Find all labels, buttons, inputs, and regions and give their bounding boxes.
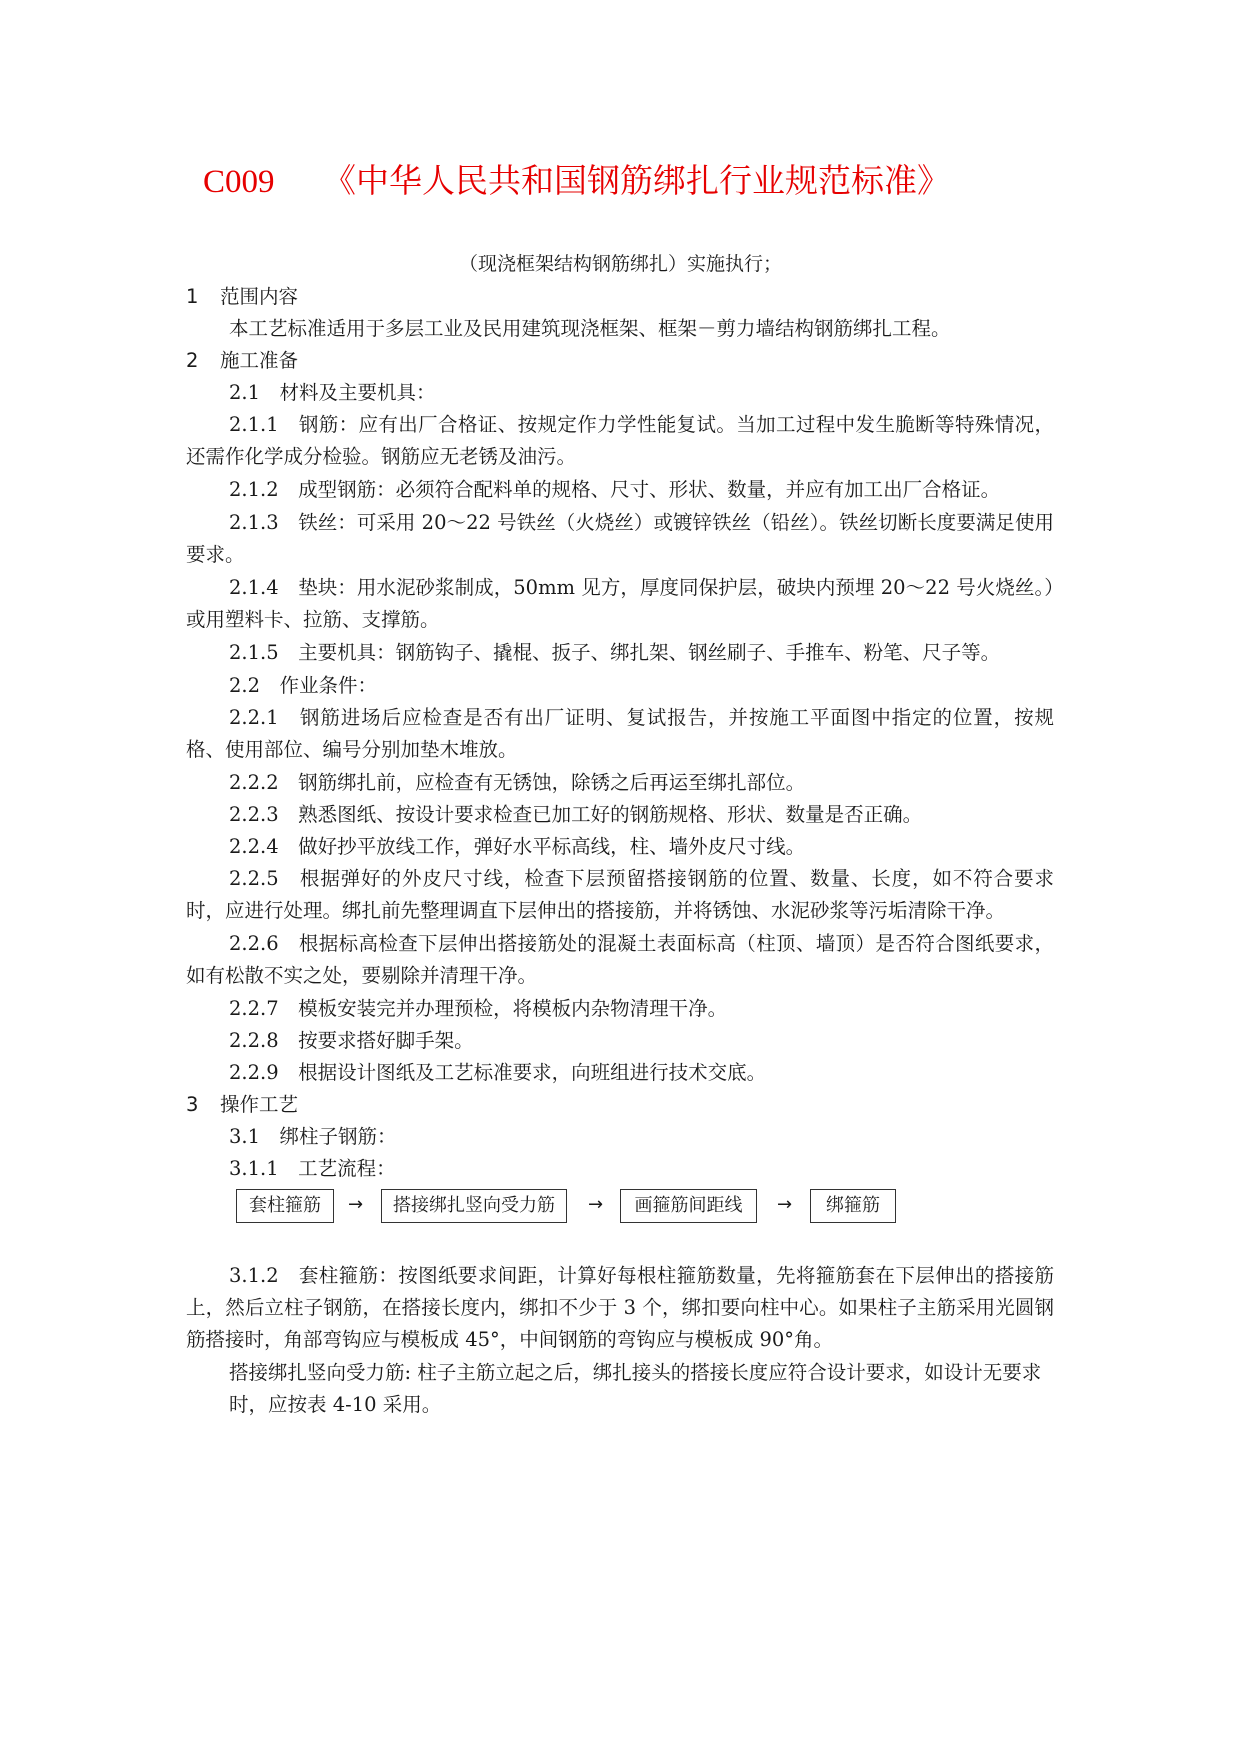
- paragraph-2-2-3: 2.2.3 熟悉图纸、按设计要求检查已加工好的钢筋规格、形状、数量是否正确。: [229, 803, 923, 826]
- arrow-right-icon: →: [348, 1194, 364, 1215]
- paragraph-2-1-3: 2.1.3 铁丝：可采用 20～22 号铁丝（火烧丝）或镀锌铁丝（铅丝）。铁丝切断长度要满足使用要求。: [186, 511, 1054, 566]
- flow-step-4: 绑箍筋: [810, 1189, 896, 1223]
- section-title: 范围内容: [220, 285, 299, 308]
- paragraph-2-2-9: 2.2.9 根据设计图纸及工艺标准要求，向班组进行技术交底。: [229, 1061, 767, 1084]
- section-heading-1: [186, 281, 1054, 313]
- paragraph-2-2-5: 2.2.5 根据弹好的外皮尺寸线，检查下层预留搭接钢筋的位置、数量、长度，如不符合要求时，应进行处理。绑扎前先整理调直下层伸出的搭接筋，并将锈蚀、水泥砂浆等污垢清除干净。: [186, 867, 1054, 922]
- flow-step-1: 套柱箍筋: [236, 1189, 334, 1223]
- paragraph-2-2: 2.2 作业条件：: [229, 674, 378, 697]
- paragraph-2-1-1: 2.1.1 钢筋：应有出厂合格证、按规定作力学性能复试。当加工过程中发生脆断等特殊情况，还需作化学成分检验。钢筋应无老锈及油污。: [186, 413, 1054, 468]
- spacer: [186, 1229, 1054, 1260]
- section-heading-2: [186, 345, 1054, 377]
- section-title: 施工准备: [220, 349, 299, 372]
- paragraph-3-1: 3.1 绑柱子钢筋：: [229, 1125, 397, 1148]
- section-number: 1: [186, 285, 199, 308]
- document-title-text: 《中华人民共和国钢筋绑扎行业规范标准》: [323, 161, 950, 200]
- document-code: C009: [203, 164, 275, 200]
- paragraph-2-2-1: 2.2.1 钢筋进场后应检查是否有出厂证明、复试报告，并按施工平面图中指定的位置，按规格、使用部位、编号分别加垫木堆放。: [186, 706, 1054, 761]
- paragraph-2-2-2: 2.2.2 钢筋绑扎前，应检查有无锈蚀，除锈之后再运至绑扎部位。: [229, 771, 806, 794]
- paragraph-2-1-2: 2.1.2 成型钢筋：必须符合配料单的规格、尺寸、形状、数量，并应有加工出厂合格证。: [229, 478, 1001, 501]
- paragraph-2-1: 2.1 材料及主要机具：: [229, 381, 436, 404]
- paragraph-vertical-bars: 搭接绑扎竖向受力筋: 柱子主筋立起之后，绑扎接头的搭接长度应符合设计要求，如设计无要求时，应按表 4-10 采用。: [229, 1361, 1042, 1416]
- document-body: [186, 281, 1054, 1421]
- paragraph-3-1-2: 3.1.2 套柱箍筋：按图纸要求间距，计算好每根柱箍筋数量，先将箍筋套在下层伸出的搭接筋上，然后立柱子钢筋，在搭接长度内，绑扣不少于 3 个，绑扣要向柱中心。如果柱子主筋采用光圆钢筋搭接时，角部弯钩应与模板成 45°，中间钢筋的弯钩应与模板成 90°角。: [186, 1264, 1054, 1351]
- paragraph-2-2-8: 2.2.8 按要求搭好脚手架。: [229, 1029, 474, 1052]
- paragraph-2-2-6: 2.2.6 根据标高检查下层伸出搭接筋处的混凝土表面标高（柱顶、墙顶）是否符合图纸要求，如有松散不实之处，要剔除并清理干净。: [186, 932, 1054, 987]
- paragraph-2-2-7: 2.2.7 模板安装完并办理预检，将模板内杂物清理干净。: [229, 997, 728, 1020]
- document-title: [203, 161, 950, 202]
- paragraph-2-2-4: 2.2.4 做好抄平放线工作，弹好水平标高线，柱、墙外皮尺寸线。: [229, 835, 806, 858]
- section-number: 2: [186, 349, 199, 372]
- section-heading-3: [186, 1089, 1054, 1121]
- paragraph-2-1-5: 2.1.5 主要机具：钢筋钩子、撬棍、扳子、绑扎架、钢丝刷子、手推车、粉笔、尺子等。: [229, 641, 1001, 664]
- document-subtitle: （现浇框架结构钢筋绑扎）实施执行；: [458, 253, 782, 275]
- process-flow: [186, 1189, 1054, 1227]
- arrow-right-icon: →: [588, 1194, 604, 1215]
- arrow-right-icon: →: [777, 1194, 793, 1215]
- flow-step-3: 画箍筋间距线: [620, 1189, 757, 1223]
- paragraph-scope: 本工艺标准适用于多层工业及民用建筑现浇框架、框架－剪力墙结构钢筋绑扎工程。: [229, 317, 951, 340]
- flow-step-2: 搭接绑扎竖向受力筋: [381, 1189, 567, 1223]
- section-title: 操作工艺: [220, 1093, 299, 1116]
- paragraph-3-1-1: 3.1.1 工艺流程：: [229, 1157, 396, 1180]
- paragraph-2-1-4: 2.1.4 垫块：用水泥砂浆制成，50mm 见方，厚度同保护层，破块内预埋 20～22 号火烧丝。）或用塑料卡、拉筋、支撑筋。: [186, 576, 1054, 631]
- section-number: 3: [186, 1093, 199, 1116]
